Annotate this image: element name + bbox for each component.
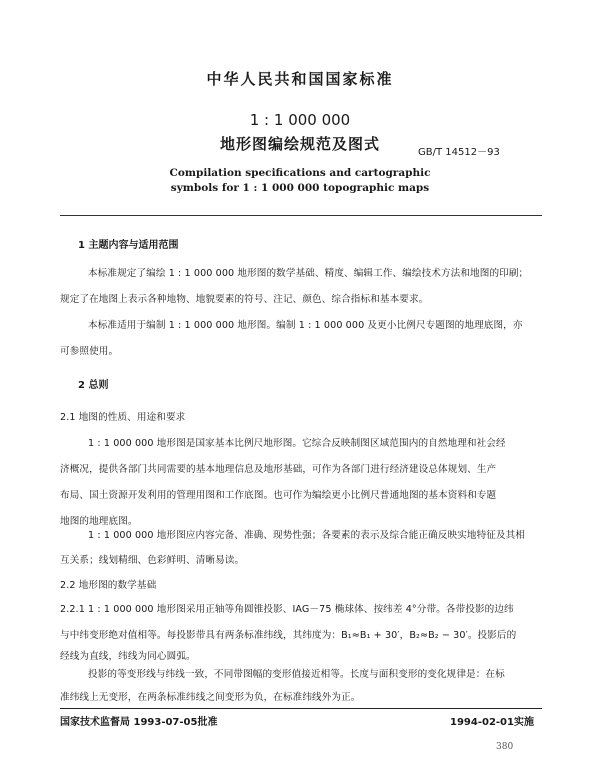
paragraph-line: 本标准规定了编绘 1 : 1 000 000 地形图的数学基础、精度、编辑工作、编绘技术方法和地图的印刷； (88, 268, 529, 279)
paragraph-line: 1 : 1 000 000 地形图应内容完备、准确、现势性强；各要素的表示及综合能正确反映实地特征及其相 (88, 530, 526, 541)
paragraph-line: 本标准适用于编制 1 : 1 000 000 地形图。编制 1 : 1 000 000 及更小比例尺专题图的地理底图，亦 (88, 320, 523, 331)
paragraph-line: 1 : 1 000 000 地形图是国家基本比例尺地形图。它综合反映制图区域范围内的自然地理和社会经 (88, 438, 506, 449)
paragraph-line: 与中纬变形绝对值相等。每投影带具有两条标准纬线，其纬度为：B₁≈B₁ + 30′，B₂≈B₂ − 30′。投影后的 (60, 630, 517, 641)
paragraph-line: 互关系；线划精细、色彩鲜明、清晰易读。 (60, 555, 245, 566)
paragraph-line: 经线为直线，纬线为同心圆弧。 (60, 651, 196, 662)
paragraph-line: 2.2.1 1 : 1 000 000 地形图采用正轴等角圆锥投影、IAG－75 椭球体、按纬差 4°分带。各带投影的边纬 (60, 604, 514, 615)
paragraph-line: 济概况，提供各部门共同需要的基本地理信息及地形基础，可作为各部门进行经济建设总体规划、生产 (60, 464, 497, 475)
country-standard-heading: 中华人民共和国国家标准 (206, 70, 394, 88)
paragraph-line: 规定了在地图上表示各种地物、地貌要素的符号、注记、颜色、综合指标和基本要求。 (60, 294, 429, 305)
implementation-date: 1994-02-01实施 (450, 717, 534, 728)
paragraph-line: 准纬线上无变形，在两条标准纬线之间变形为负，在标准纬线外为正。 (60, 692, 361, 703)
page-number: 380 (496, 742, 514, 752)
header-divider (60, 215, 542, 216)
english-title-line-2: symbols for 1 : 1 000 000 topographic maps (170, 182, 430, 194)
map-scale-title: 1 : 1 000 000 (249, 111, 351, 129)
paragraph-line: 地图的地理底图。 (60, 516, 138, 527)
section-1-heading: 1 主题内容与适用范围 (78, 240, 179, 251)
document-title: 地形图编绘规范及图式 (219, 135, 380, 153)
paragraph-line: 布局、国土资源开发利用的管理用图和工作底图。也可作为编绘更小比例尺普通地图的基本资料和专题 (60, 490, 497, 501)
english-title-line-1: Compilation specifications and cartographic (169, 167, 431, 179)
section-2-2-heading: 2.2 地形图的数学基础 (60, 580, 157, 591)
footer-divider (60, 708, 542, 709)
paragraph-line: 投影的等变形线与纬线一致，不同带图幅的变形值接近相等。长度与面积变形的变化规律是：在标 (88, 669, 505, 680)
section-2-heading: 2 总则 (78, 380, 109, 391)
paragraph-line: 可参照使用。 (60, 346, 119, 357)
section-2-1-heading: 2.1 地图的性质、用途和要求 (60, 412, 186, 423)
standard-number: GB/T 14512－93 (418, 147, 500, 158)
approval-date: 国家技术监督局 1993-07-05批准 (60, 717, 218, 728)
